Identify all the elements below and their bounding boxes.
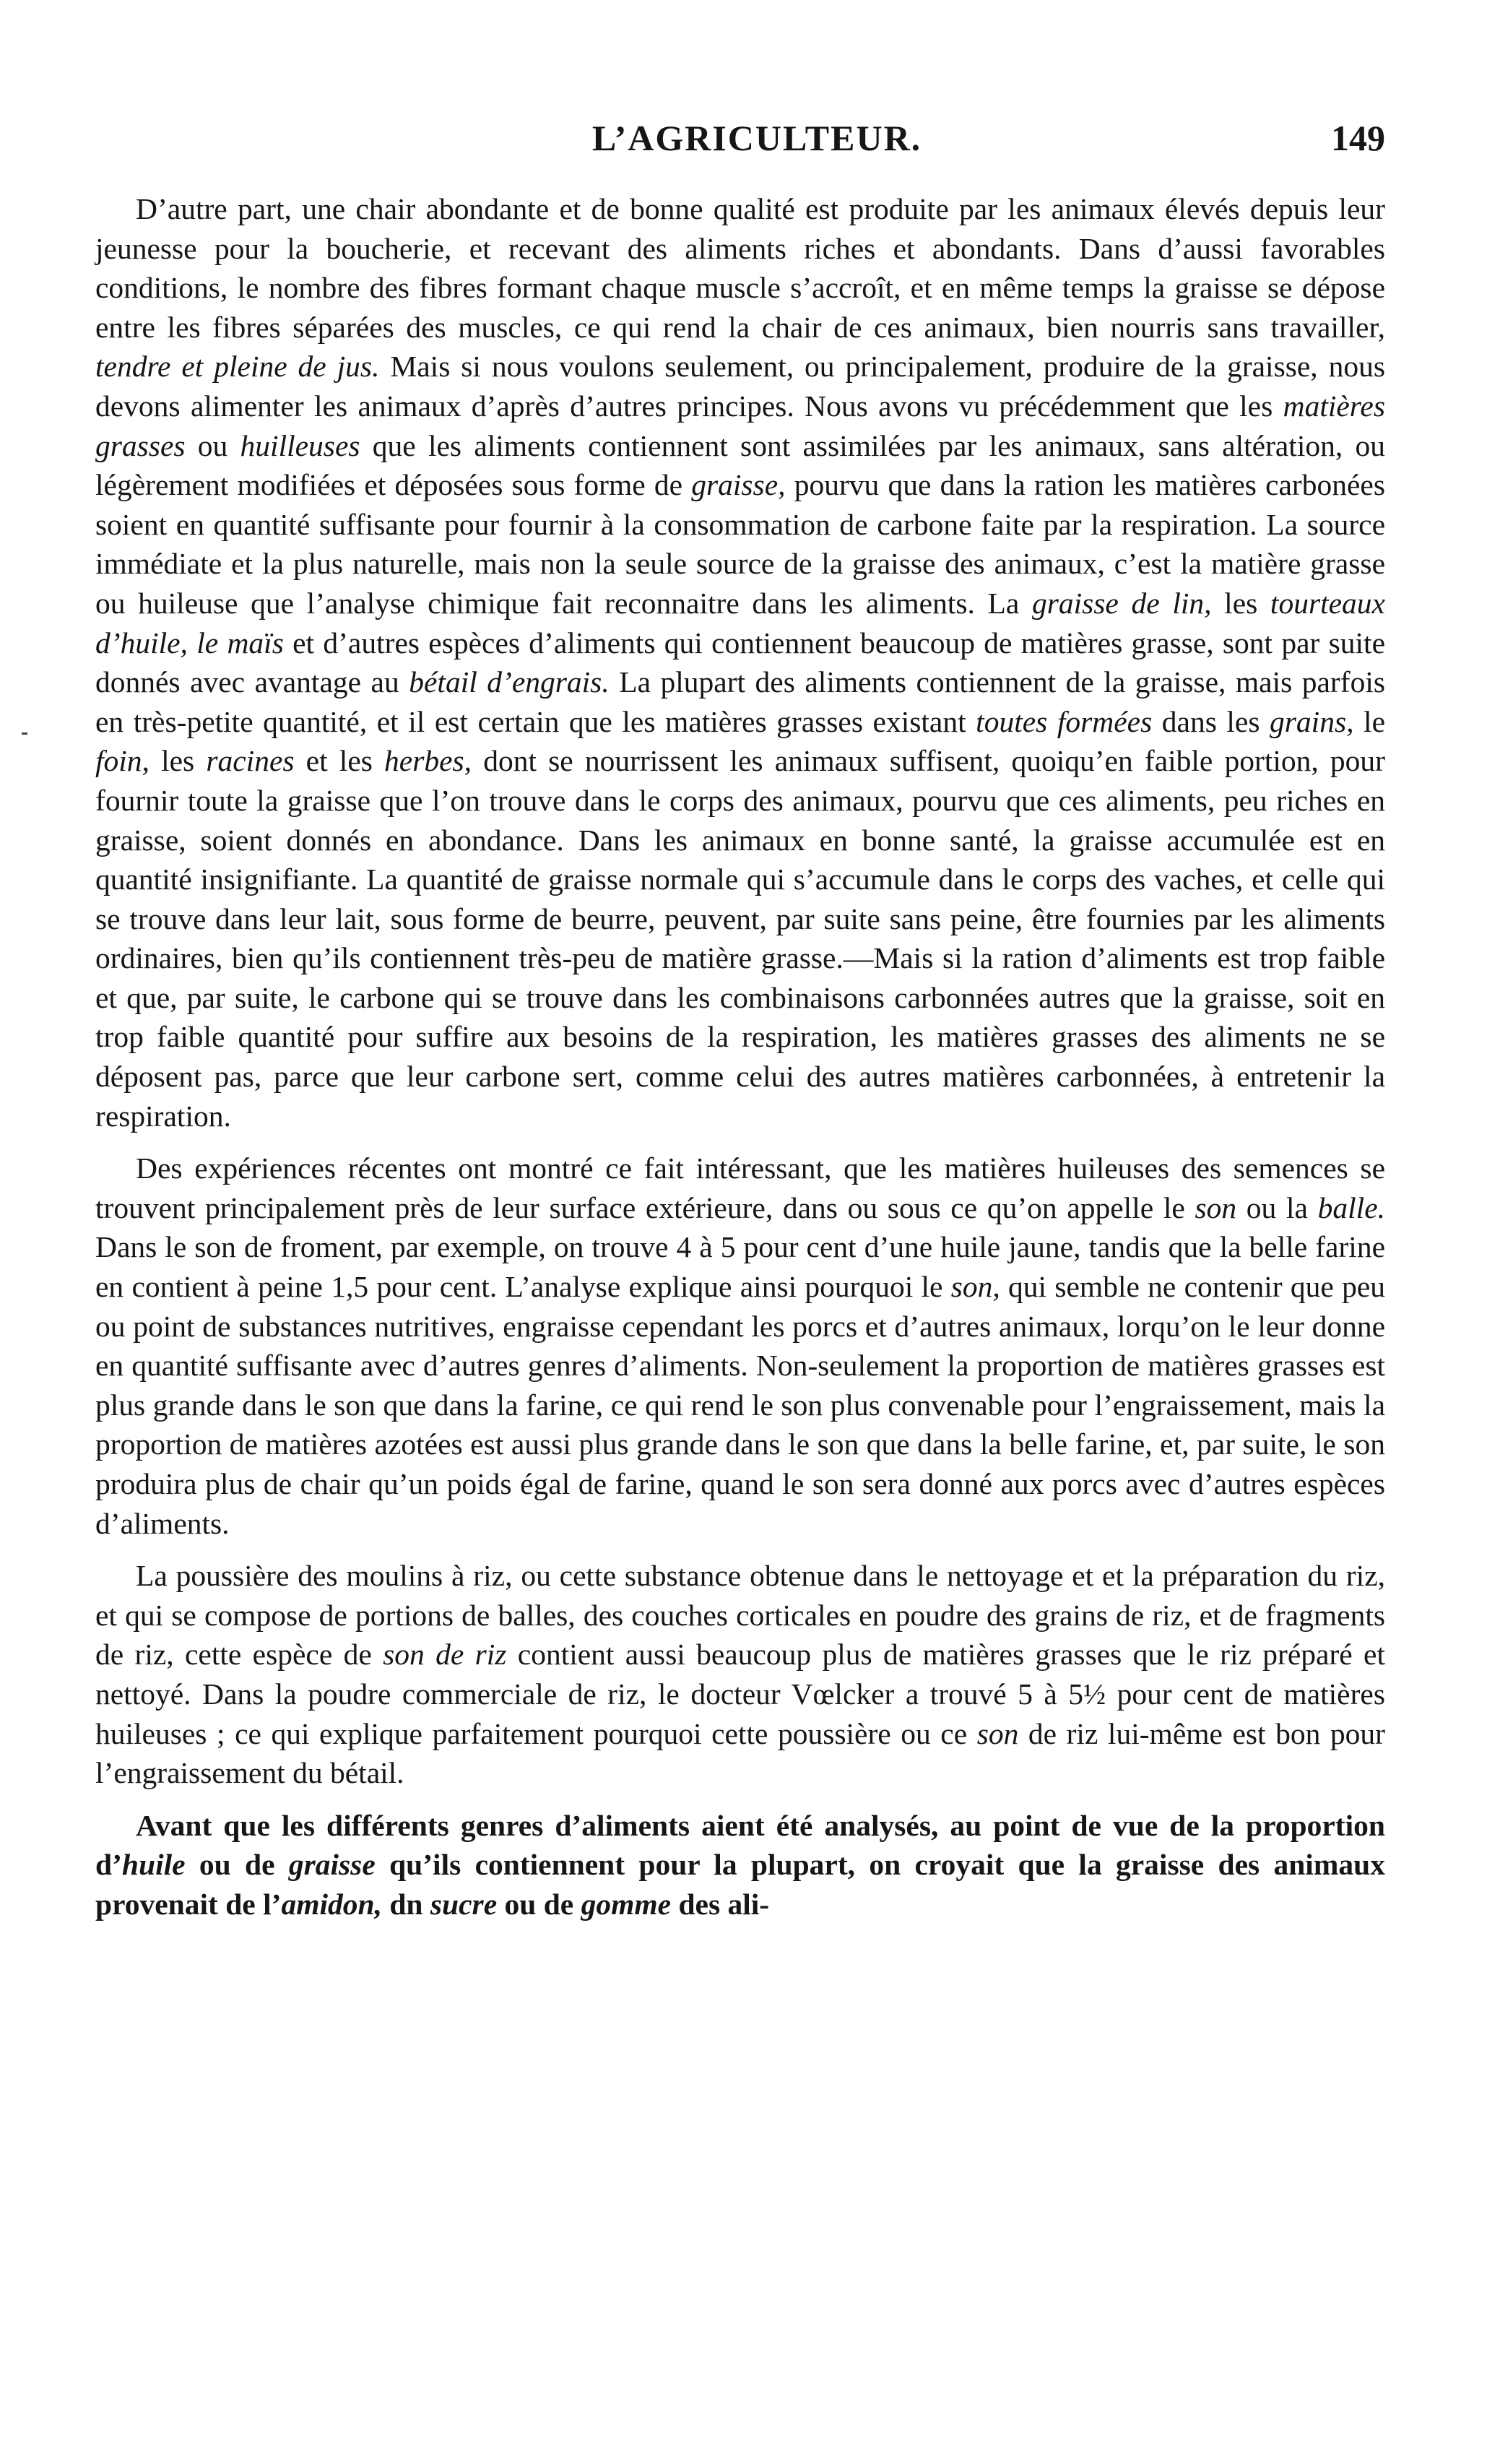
italic-run: son de riz <box>383 1638 507 1672</box>
text-run: qui semble ne contenir que peu ou point de substances nutritives, engraisse cependant les porcs et d’autres animaux, lorqu’on le leur donne en quantité suffisante avec d’autres genres d’aliments. Non-seulement la proportion de matières grasses est plus grande dans le son que dans la farine, ce qui rend le son plus convenable pour l’engraissement, mais la proportion de matières azotées est aussi plus grande dans le son que dans la belle farine, et, par suite, le son produira plus de chair qu’un poids égal de farine, quand le son sera donné aux porcs avec d’autres espèces d’aliments. <box>95 1270 1385 1540</box>
text-run: et d’autres espèces d’aliments qui contiennent beaucoup de matières grasse, sont par suite donnés avec avantage au <box>95 626 1386 699</box>
text-run: dont se nourrissent les animaux suffisent, quoiqu’en faible portion, pour fournir toute la graisse que l’on trouve dans le corps des animaux, pourvu que ces aliments, peu riches en graisse, soient donnés en abondance. Dans les animaux en bonne santé, la graisse accumulée est en quantité insignifiante. La quantité de graisse normale qui s’accumule dans le corps des vaches, et celle qui se trouve dans leur lait, sous forme de beurre, peuvent, par suite sans peine, être fournies par les aliments ordinaires, bien qu’ils contiennent très-peu de matière grasse.—Mais si la ration d’aliments est trop faible et que, par suite, le carbone qui se trouve dans les combinaisons carbonnées autres que la graisse, soit en trop faible quantité pour suffire aux besoins de la respiration, les matières grasses des aliments ne se déposent pas, parce que leur carbone sert, comme celui des autres matières carbonnées, à entretenir la respiration. <box>95 744 1385 1133</box>
page-number: 149 <box>1331 118 1385 158</box>
paragraph-4 <box>95 1806 1385 1924</box>
italic-run: huilleuses <box>240 428 360 462</box>
italic-run: matières grasses <box>95 389 1385 462</box>
text-run: ou de <box>185 1848 289 1882</box>
text-run: Des expériences récentes ont montré ce fait intéressant, que les matières huileuses des semences se trouvent principalement près de leur surface extérieure, dans ou sous ce qu’on appelle le <box>95 1151 1385 1224</box>
text-run: ou la <box>1236 1190 1318 1224</box>
italic-run: amidon, <box>281 1887 382 1921</box>
paragraph-3 <box>95 1556 1385 1793</box>
paragraph-2 <box>95 1149 1385 1543</box>
text-run: dans les <box>1152 704 1270 738</box>
italic-run: graisse de lin, <box>1031 586 1212 620</box>
italic-run: herbes, <box>384 744 472 778</box>
italic-run: racines <box>206 744 295 778</box>
paragraph-1 <box>95 189 1385 1136</box>
italic-run: toutes formées <box>976 704 1153 738</box>
text-run: contient aussi beaucoup plus de matières grasses que le riz préparé et nettoyé. Dans la poudre commerciale de riz, le docteur Vœlcker a trouvé 5 à 5½ pour cent de matières huileuses ; ce qui explique parfaitement pourquoi cette poussière ou ce <box>95 1638 1385 1750</box>
text-run: qu’ils contiennent pour la plupart, on croyait que la graisse des animaux provenait de l’ <box>95 1848 1385 1921</box>
italic-run: grains, <box>1270 704 1354 738</box>
text-run: des ali- <box>671 1887 770 1921</box>
italic-run: son <box>1195 1190 1237 1224</box>
text-run: ou <box>185 428 240 462</box>
italic-run: tendre et pleine de jus. <box>95 350 380 384</box>
italic-run: huile <box>121 1848 186 1882</box>
italic-run: graisse, <box>691 468 786 502</box>
italic-run: gomme <box>581 1887 672 1921</box>
text-run: de riz lui-même est bon pour l’engraissement du bétail. <box>95 1716 1386 1790</box>
body-text <box>95 189 1385 1924</box>
text-run: ou de <box>497 1887 581 1921</box>
running-title: L’AGRICULTEUR. <box>591 118 922 158</box>
text-run: Mais si nous voulons seulement, ou principalement, produire de la graisse, nous devons alimenter les animaux d’après d’autres principes. Nous avons vu précédemment que les <box>95 350 1385 423</box>
italic-run: le maïs <box>196 626 284 660</box>
italic-run: foin, <box>95 744 149 778</box>
italic-run: balle. <box>1317 1190 1385 1224</box>
text-run: que les aliments contiennent sont assimilées par les animaux, sans altération, ou légèrement modifiées et déposées sous forme de <box>95 428 1385 502</box>
text-run: dn <box>381 1887 430 1921</box>
italic-run: son <box>976 1716 1019 1750</box>
page-header <box>129 117 1385 168</box>
text-run: et les <box>294 744 385 778</box>
text-run: La plupart des aliments contiennent de la graisse, mais parfois en très-petite quantité, et il est certain que les matières grasses existant <box>95 665 1385 738</box>
text-run: pourvu que dans la ration les matières carbonées soient en quantité suffisante pour fournir à la consommation de carbone faite par la respiration. La source immédiate et la plus naturelle, mais non la seule source de la graisse des animaux, c’est la matière grasse ou huileuse que l’analyse chimique fait reconnaitre dans les aliments. La <box>95 468 1385 620</box>
text-run: les <box>149 744 207 778</box>
italic-run: son, <box>950 1270 1000 1304</box>
text-run: Avant que les différents genres d’aliments aient été analysés, au point de vue de la proportion d’ <box>95 1808 1385 1882</box>
italic-run: graisse <box>288 1848 376 1882</box>
italic-run: tourteaux d’huile, <box>95 586 1385 660</box>
italic-run: sucre <box>430 1887 498 1921</box>
text-run: La poussière des moulins à riz, ou cette substance obtenue dans le nettoyage et et la préparation du riz, et qui se compose de portions de balles, des couches corticales en poudre des grains de riz, et de fragments de riz, cette espèce de <box>95 1559 1385 1672</box>
text-run: D’autre part, une chair abondante et de bonne qualité est produite par les animaux élevés depuis leur jeunesse pour la boucherie, et recevant des aliments riches et abondants. Dans d’aussi favorables conditions, le nombre des fibres formant chaque muscle s’accroît, et en même temps la graisse se dépose entre les fibres séparées des muscles, ce qui rend la chair de ces animaux, bien nourris sans travailler, <box>95 192 1385 344</box>
italic-run: bétail d’engrais. <box>409 665 610 699</box>
text-run: Dans le son de froment, par exemple, on trouve 4 à 5 pour cent d’une huile jaune, tandis que la belle farine en contient à peine 1,5 pour cent. L’analyse explique ainsi pourquoi le <box>95 1230 1385 1304</box>
text-run <box>188 626 196 660</box>
margin-mark <box>22 732 27 735</box>
text-run: les <box>1211 586 1270 620</box>
text-run: le <box>1353 704 1385 738</box>
